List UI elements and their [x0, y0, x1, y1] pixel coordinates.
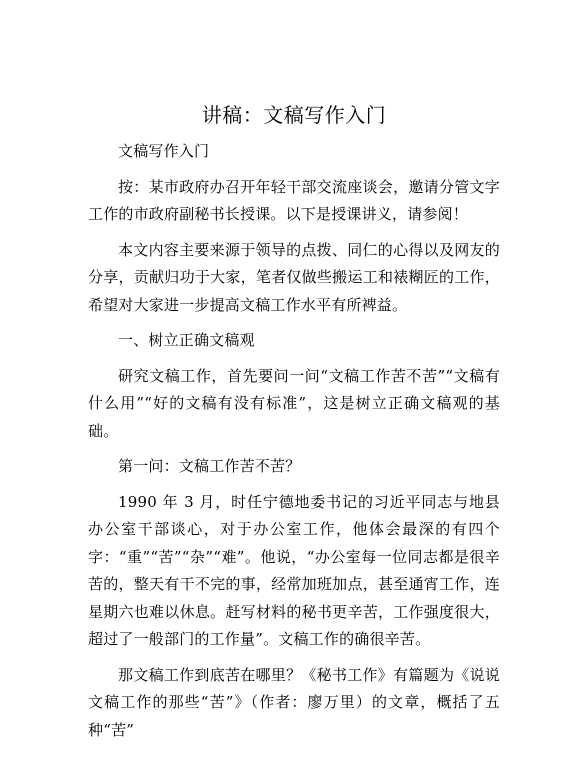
document-body — [88, 100, 500, 750]
body-paragraph: 研究文稿工作，首先要问一问“文稿工作苦不苦”“文稿有什么用”“好的文稿有没有标准”，这是树立正确文稿观的基础。 — [88, 366, 500, 440]
intro-paragraph: 本文内容主要来源于领导的点拨、同仁的心得以及网友的分享，贡献归功于大家，笔者仅做些搬运工和裱糊匠的工作，希望对大家进一步提高文稿工作水平有所裨益。 — [88, 240, 500, 314]
body-paragraph: 1990 年 3 月，时任宁德地委书记的习近平同志与地县办公室干部谈心，对于办公室工作，他体会最深的有四个字：“重”“苦”“杂”“难”。他说，“办公室每一位同志都是很辛苦的，整天有干不完的事，经常加班加点，甚至通宵工作，连星期六也难以休息。赶写材料的秘书更辛苦，工作强度很大，超过了一般部门的工作量”。文稿工作的确很辛苦。 — [88, 492, 500, 648]
section-heading: 一、树立正确文稿观 — [118, 331, 255, 349]
editor-note-paragraph: 按：某市政府办召开年轻干部交流座谈会，邀请分管文字工作的市政府副秘书长授课。以下是授课讲义，请参阅！ — [88, 177, 500, 223]
question-heading: 第一问：文稿工作苦不苦？ — [118, 457, 301, 475]
subtitle-paragraph: 文稿写作入门 — [118, 142, 210, 160]
document-title: 讲稿：文稿写作入门 — [201, 103, 387, 127]
body-paragraph: 那文稿工作到底苦在哪里？《秘书工作》有篇题为《说说文稿工作的那些“苦”》（作者：廖万里）的文章，概括了五种“苦” — [88, 665, 500, 739]
